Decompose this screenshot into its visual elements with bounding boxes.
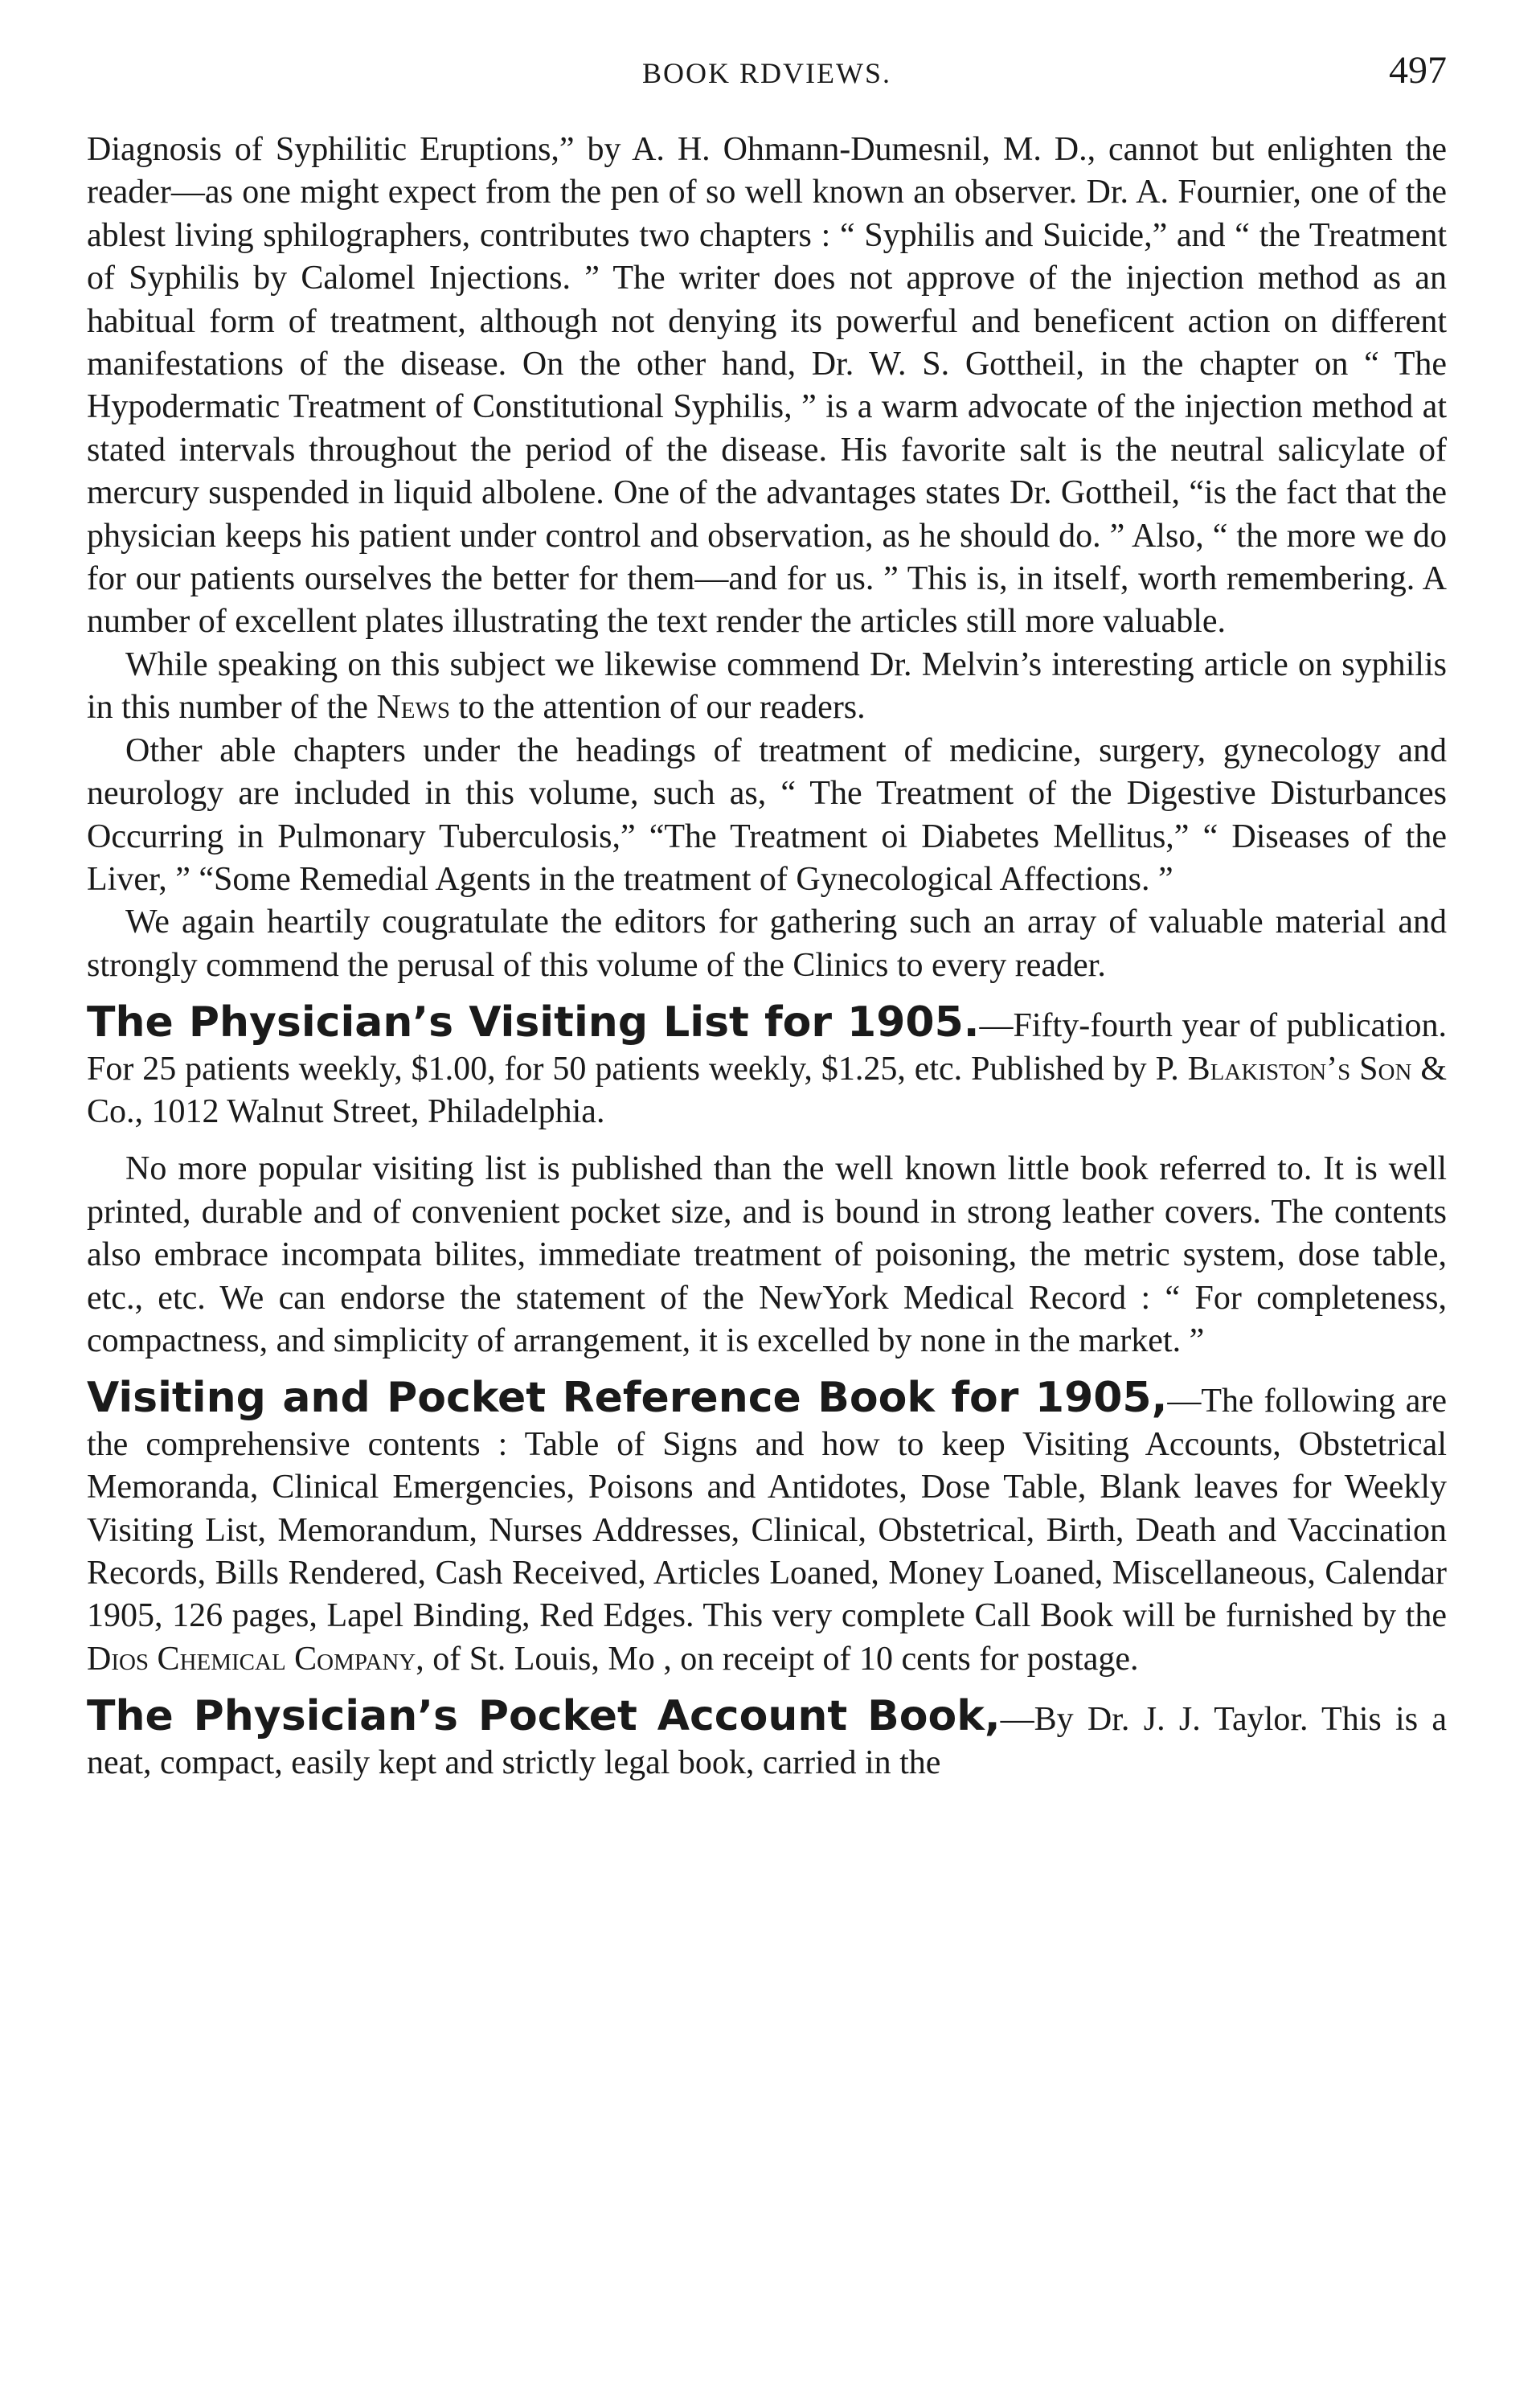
company-name: Dios Chemical Company — [87, 1640, 416, 1678]
review-intro — [87, 998, 1447, 1133]
review-heading: Visiting and Pocket Reference Book for 1905, — [87, 1374, 1168, 1423]
review-details: , of St. Louis, Mo , on receipt of 10 cents for postage. — [416, 1640, 1139, 1678]
news-title: News — [376, 689, 450, 727]
running-title: BOOK RDVIEWS. — [642, 57, 891, 89]
paragraph-text: to the attention of our readers. — [450, 689, 866, 727]
paragraph-congratulations: We again heartily cougratulate the editors for gathering such an array of valuable material and strongly commend the perusal of this volume of the Clinics to every reader. — [87, 904, 1447, 984]
book-page — [87, 48, 1447, 1785]
review-heading: The Physician’s Pocket Account Book, — [87, 1692, 1001, 1741]
review-body: No more popular visiting list is published than the well known little book referred to. It is well printed, durable and of convenient pocket size, and is bound in strong leather covers. The contents also embrace incompata bilites, immediate treatment of poisoning, the metric system, dose table, etc., etc. We can endorse the statement of the NewYork Medical Record : “ For completeness, compactness, and simplicity of arrangement, it is excelled by none in the market. ” — [87, 1150, 1447, 1359]
running-header — [87, 48, 1447, 109]
review-details: —Fifty-fourth year of publication. For 25 patients weekly, $1.00, for 50 patients weekly, $1.25, etc. Published by P. — [87, 1007, 1447, 1088]
publisher-name: Blakiston’s Son — [1187, 1050, 1412, 1088]
review-intro — [87, 1692, 1447, 1785]
review-pocket-reference — [87, 1374, 1448, 1681]
review-intro — [87, 1374, 1448, 1681]
review-heading: The Physician’s Visiting List for 1905. — [87, 998, 980, 1047]
review-visiting-list — [87, 998, 1447, 1363]
review-account-book — [87, 1692, 1447, 1785]
paragraph-syphilis-chapters: Diagnosis of Syphilitic Eruptions,” by A. H. Ohmann-Dumesnil, M. D., cannot but enlighten the reader—as one might expect from the pen of so well known an observer. Dr. A. Fournier, one of the ablest living sphilographers, contributes two chapters : “ Syphilis and Suicide,” and “ the Treatment of Syphilis by Calomel Injections. ” The writer does not approve of the injection method as an habitual form of treatment, although not denying its powerful and beneficent action on different manifestations of the disease. On the other hand, Dr. W. S. Gottheil, in the chapter on “ The Hypodermatic Treatment of Constitutional Syphilis, ” is a warm advocate of the injection method at stated intervals throughout the period of the disease. His favorite salt is the neutral salicylate of mercury suspended in liquid albolene. One of the advantages states Dr. Gottheil, “is the fact that the physician keeps his patient under control and observation, as he should do. ” Also, “ the more we do for our patients ourselves the better for them—and for us. ” This is, in itself, worth remembering. A number of excellent plates illustrating the text render the articles still more valuable. — [87, 131, 1447, 641]
review-details: —The following are the comprehensive contents : Table of Signs and how to keep Visiting Accounts, Obstetrical Memoranda, Clinical Emergencies, Poisons and Antidotes, Dose Table, Blank leaves for Weekly Visiting List, Memorandum, Nurses Addresses, Clinical, Obstetrical, Birth, Death and Vaccination Records, Bills Rendered, Cash Received, Articles Loaned, Money Loaned, Miscellaneous, Calendar 1905, 126 pages, Lapel Binding, Red Edges. This very complete Call Book will be furnished by the — [87, 1383, 1448, 1635]
review-details: —By Dr. J. J. Taylor. This is a neat, compact, easily kept and strictly legal book, carried in the — [87, 1701, 1447, 1781]
review-details: & Co., 1012 Walnut Street, Philadelphia. — [87, 1050, 1447, 1130]
paragraph-melvin-article — [87, 644, 1447, 730]
paragraph-other-chapters: Other able chapters under the headings of treatment of medicine, surgery, gynecology and neurology are included in this volume, such as, “ The Treatment of the Digestive Disturbances Occurring in Pulmonary Tuberculosis,” “The Treatment oi Diabetes Mellitus,” “ Diseases of the Liver, ” “Some Remedial Agents in the treatment of Gynecological Affections. ” — [87, 732, 1447, 898]
page-number: 497 — [1389, 49, 1447, 92]
paragraph-text: While speaking on this subject we likewise commend Dr. Melvin’s interesting article on syphilis in this number of the — [87, 645, 1447, 727]
